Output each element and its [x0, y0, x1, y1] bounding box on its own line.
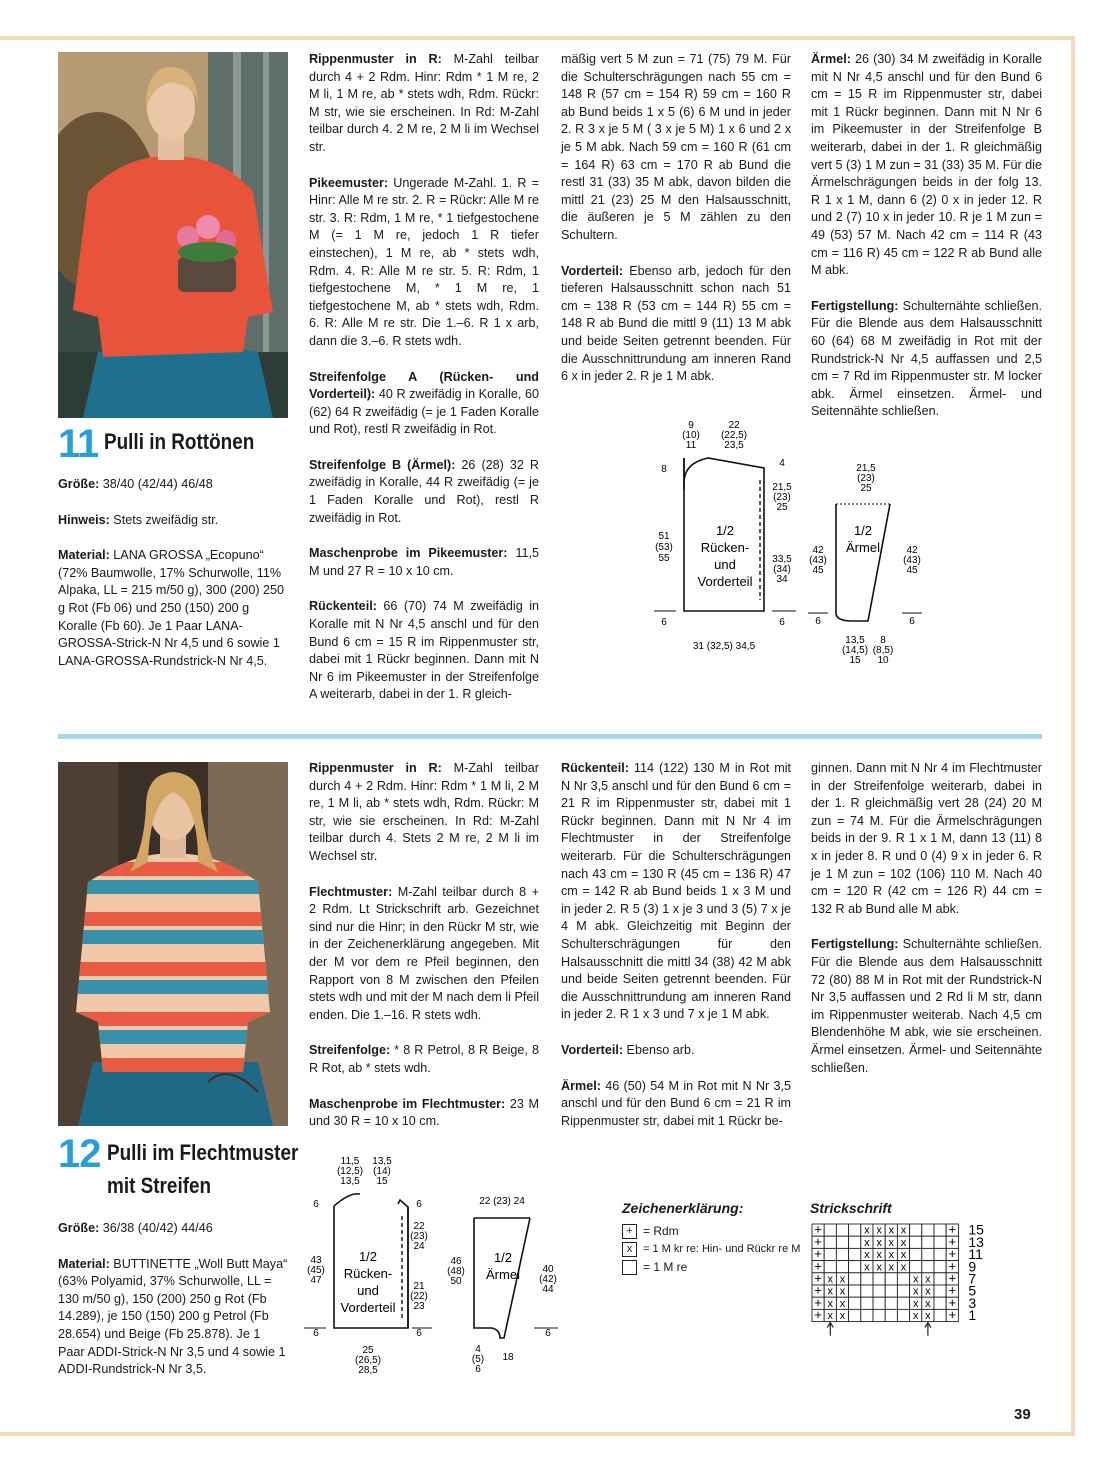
- part-label: Ärmel: [846, 540, 880, 555]
- section-text: Ebenso arb.: [626, 1042, 695, 1057]
- dim-right-top: 6: [416, 1199, 422, 1210]
- section-text: M-Zahl teilbar durch 4 + 2 Rdm. Hinr: Rdm * 1 M re, 2 M li, 1 M re, ab * stets wdh, Rdm. Rückr: M str, wie sie erscheinen. In Rd: M-Zahl teilbar durch 4. 2 M re, 2 M li im Wechsel str.: [309, 52, 539, 154]
- chart-cell: [910, 1224, 922, 1236]
- section-label: Pikeemuster:: [309, 175, 389, 190]
- selvedge-symbol-icon: +: [814, 1294, 822, 1310]
- photo-pulli-flechtmuster: [58, 762, 288, 1126]
- section-text: Ungerade M-Zahl. 1. R = Hinr: Alle M re str. 2. R = Rückr: Alle M re str. 3. R: Rdm, 1 M re, * 1 tiefgestochene M (= 1 M re, jedoch 1 R tiefer einstechen), 1 M re, ab * stets wdh, Rdm. 4. R: Alle M re str. 5. R: Rdm, 1 tiefgestochene M, * 1 M re, 1 tiefgestochene M, ab * stets wdh, Rdm. 6. R: Alle M re str. Die 1.–6. R 1 x arb, dann die 3.–6. R stets wdh.: [309, 175, 539, 348]
- chart-cell: [897, 1285, 909, 1297]
- section-label: Maschenprobe im Pikeemuster:: [309, 546, 508, 561]
- cross-stitch-symbol-icon: x: [864, 1224, 870, 1237]
- part-label: 1/2: [715, 523, 735, 538]
- size-label: Größe:: [58, 1221, 100, 1235]
- selvedge-symbol-icon: +: [948, 1222, 957, 1237]
- chart-cell: [861, 1285, 873, 1297]
- size-value: 38/40 (42/44) 46/48: [102, 477, 213, 491]
- cross-stitch-symbol-icon: x: [864, 1261, 870, 1274]
- section-text: 40 R zweifädig in Koralle, 60 (62) 64 R zweifädig (= je 1 Faden Koralle und Rot), restl R zweifädig in Rot.: [309, 387, 539, 437]
- dim-bund-right: 6: [416, 1328, 422, 1339]
- photo-pulli-rottoenen: [58, 52, 288, 418]
- dim-top: 21,5: [856, 463, 876, 474]
- dim-left-height-2: (48): [447, 1266, 465, 1277]
- dim-neck-depth: 8: [661, 464, 667, 475]
- part-label: Rücken-: [343, 1266, 393, 1281]
- pattern-11-col2: [309, 51, 539, 722]
- hint-value: Stets zweifädig str.: [113, 512, 219, 527]
- page-frame-top: [0, 36, 1075, 40]
- chart-row-label: 13: [968, 1233, 984, 1250]
- selvedge-symbol-icon: +: [814, 1258, 822, 1274]
- dim-right-height: 40: [542, 1264, 554, 1275]
- dim-neck: 9: [688, 420, 694, 431]
- dim-top-2: (23): [857, 473, 875, 484]
- cross-stitch-symbol-icon: x: [888, 1236, 895, 1249]
- dim-armhole: 22: [413, 1221, 425, 1232]
- dim-bund-left: 6: [661, 617, 667, 628]
- knitting-chart-grid: [810, 1222, 1010, 1382]
- chart-cell: [861, 1273, 873, 1285]
- selvedge-symbol-icon: +: [948, 1258, 957, 1274]
- chart-cell: [897, 1309, 909, 1321]
- section-divider: [58, 734, 1042, 739]
- dim-neck-2: (10): [682, 430, 700, 441]
- chart-cell: [934, 1273, 946, 1285]
- cross-stitch-symbol-icon: x: [864, 1249, 870, 1262]
- selvedge-symbol-icon: +: [814, 1233, 822, 1249]
- chart-cell: [922, 1248, 934, 1260]
- dim-neck: 13,5: [372, 1156, 392, 1167]
- dim-height-3: 47: [310, 1275, 322, 1286]
- dim-width-2: (26,5): [354, 1355, 382, 1366]
- section-text: 26 (30) 34 M zweifädig in Koralle mit N Nr 4,5 anschl und für den Bund 6 cm = 15 R im Rippenmuster str, dabei mit 1 Rückr beginnen. Dann mit N Nr 6 im Pikeemuster in der Streifenfolge B weiterarb, dabei in der 1. R gleichmäßig vert 5 (3) 1 M zun = 31 (33) 35 M. Für die Ärmelschrägungen beids in der folg 13. R 1 x 1 M, dann 6 (2) 0 x in jeder 12. R und 2 (7) 10 x in jeder 10. R je 1 M zun = 49 (53) 57 M. Nach 42 cm = 114 R (43 cm = 116 R) 45 cm = 122 R ab Bund alle M abk.: [811, 52, 1043, 278]
- cross-stitch-symbol-icon: x: [900, 1249, 907, 1262]
- pattern-12-col2: [309, 760, 539, 1149]
- chart-cell: [885, 1273, 897, 1285]
- chart-row-label: 3: [968, 1294, 977, 1311]
- page-number: 39: [1014, 1406, 1031, 1423]
- chart-cell: [934, 1224, 946, 1236]
- selvedge-symbol-icon: +: [622, 1224, 637, 1239]
- dim-left-top: 6: [313, 1199, 319, 1210]
- repeat-arrow-icon: [827, 1323, 833, 1336]
- chart-cell: [873, 1297, 885, 1309]
- chart-row-label: 9: [968, 1258, 977, 1275]
- chart-cell: [861, 1297, 873, 1309]
- chart-row-label: 5: [968, 1282, 977, 1299]
- dim-body-3: 34: [776, 574, 788, 585]
- dim-neck-3: 11: [685, 440, 697, 451]
- chart-cell: [824, 1236, 836, 1248]
- dim-neck-2: (14): [373, 1166, 391, 1177]
- section-label: Maschenprobe im Flechtmuster:: [309, 1096, 506, 1111]
- part-label: 1/2: [358, 1249, 378, 1264]
- selvedge-symbol-icon: +: [948, 1246, 957, 1262]
- cross-stitch-symbol-icon: x: [925, 1285, 931, 1298]
- legend-text: = 1 M re: [643, 1260, 688, 1274]
- cross-stitch-symbol-icon: x: [925, 1297, 931, 1310]
- pattern-12-col4: [811, 760, 1042, 1095]
- section-text: 46 (50) 54 M in Rot mit N Nr 3,5 anschl und für den Bund 6 cm = 21 R im Rippenmuster str, dabei mit 1 Rückr be-: [561, 1078, 791, 1128]
- chart-cell: [861, 1309, 873, 1321]
- page-frame-bottom: [0, 1432, 1075, 1436]
- section-text: 114 (122) 130 M in Rot mit N Nr 3,5 anschl und für den Bund 6 cm = 21 R im Rippenmuster str, dabei mit 1 Rückr beginnen. Dann mit N Nr 4 im Flechtmuster in der Streifenfolge weiterarb. Für die Schulterschrägungen nach 43 cm = 130 R (45 cm = 136 R) 47 cm = 142 R ab Bund beids 1 x 3 M und in jeder 2. R 5 (3) 1 x je 3 und 3 (5) 7 x je 4 M abk. Gleichzeitig mit Beginn der Schulterschrägungen für den Halsausschnitt die mittl 34 (38) 42 M abk und beide Seiten getrennt beenden. Für die Ausschnittrundung am inneren Rand in jeder 2. R 1 x 3 und 7 x je 1 M abk.: [561, 761, 791, 1022]
- dim-shoulder: 22: [728, 420, 740, 431]
- dim-left-height-3: 50: [450, 1276, 462, 1287]
- chart-cell: [885, 1309, 897, 1321]
- dim-bund-right: 6: [545, 1328, 551, 1339]
- dim-width: 25: [362, 1345, 374, 1356]
- dim-left-height: 42: [812, 545, 824, 556]
- section-text: mäßig vert 5 M zun = 71 (75) 79 M. Für die Schulterschrägungen nach 55 cm = 148 R (57 cm = 154 R) 59 cm = 160 R ab Bund beids 1 x 5 (6) 6 M und in jeder 2. R 3 x je 5 M ( 3 x je 5 M) 1 x 6 und 2 x je 5 M abk. Nach 59 cm = 160 R (61 cm = 164 R) 63 cm = 170 R ab Bund die restl 31 (33) 35 M abk, davon bilden die mittl 21 (23) 25 M den Halsausschnitt, die äußeren je 5 M zählen zu den Schultern.: [561, 52, 791, 242]
- dim-bottom-inc-2: (8,5): [872, 645, 894, 656]
- symbol-legend: [622, 1200, 802, 1276]
- cross-stitch-symbol-icon: x: [864, 1236, 870, 1249]
- dim-bottom-width-3: 15: [849, 655, 861, 666]
- cross-stitch-symbol-icon: x: [912, 1273, 919, 1286]
- chart-cell: [934, 1248, 946, 1260]
- chart-cell: [934, 1297, 946, 1309]
- part-label: Vorderteil: [697, 574, 753, 589]
- material-label: Material:: [58, 1256, 110, 1271]
- chart-cell: [922, 1236, 934, 1248]
- section-text: 11,5 M und 27 R = 10 x 10 cm.: [309, 546, 540, 578]
- section-label: Vorderteil:: [561, 263, 624, 278]
- section-label: Rippenmuster in R:: [309, 52, 442, 66]
- cross-stitch-symbol-icon: x: [900, 1236, 907, 1249]
- pattern-12-sleeve-schematic: [444, 1190, 564, 1382]
- cross-stitch-symbol-icon: x: [912, 1310, 919, 1323]
- dim-bottom-inc-3: 10: [877, 655, 889, 666]
- dim-left-height-3: 45: [812, 565, 824, 576]
- section-text: M-Zahl teilbar durch 4 + 2 Rdm. Hinr: Rdm * 1 M li, 2 M re, 1 M li, ab * stets wdh, Rdm. Rückr: M str, wie sie erscheinen. In Rd: M-Zahl teilbar durch 4. Stets 2 M re, 2 M li im Wechsel str.: [309, 761, 539, 863]
- chart-cell: [849, 1248, 861, 1260]
- dim-shoulder: 11,5: [340, 1156, 360, 1167]
- dim-left-height: 46: [450, 1256, 462, 1267]
- pattern-11-col1: [58, 476, 288, 688]
- part-label: und: [357, 1283, 379, 1298]
- pattern-title-line2: mit Streifen: [106, 1173, 211, 1198]
- part-label: Ärmel: [486, 1267, 520, 1282]
- dim-shoulder-2: (12,5): [336, 1166, 364, 1177]
- dim-bottom-width: 13,5: [845, 635, 865, 646]
- chart-cell: [849, 1297, 861, 1309]
- selvedge-symbol-icon: +: [814, 1270, 822, 1286]
- chart-cell: [934, 1309, 946, 1321]
- dim-bottom-inc: 8: [880, 635, 886, 646]
- dim-shoulder-2: (22,5): [720, 430, 748, 441]
- chart-cell: [885, 1285, 897, 1297]
- cross-stitch-symbol-icon: x: [827, 1273, 834, 1286]
- chart-cell: [897, 1297, 909, 1309]
- hint-label: Hinweis:: [58, 512, 110, 527]
- section-label: Flechtmuster:: [309, 884, 393, 899]
- chart-cell: [824, 1261, 836, 1273]
- chart-cell: [934, 1285, 946, 1297]
- knitting-chart: [810, 1200, 1010, 1380]
- section-text: 66 (70) 74 M zweifädig in Koralle mit N Nr 4,5 anschl und für den Bund 6 cm = 15 R im Rippenmuster str, dabei mit 1 Rückr beginnen. Dann mit N Nr 6 im Pikeemuster in der Streifenfolge A weiterarb, dabei in der 1. R gleich-: [309, 599, 539, 702]
- dim-armhole-2: (23): [410, 1231, 428, 1242]
- section-text: Ebenso arb, jedoch für den tieferen Halsausschnitt schon nach 51 cm = 138 R (53 cm = 144 R) 55 cm = 148 R ab Bund die mittl 9 (11) 13 M abk und beide Seiten getrennt beenden. Für die Ausschnittrundung am inneren Rand 6 x in jeder 2. R je 1 M abk.: [561, 263, 792, 384]
- selvedge-symbol-icon: +: [814, 1222, 822, 1237]
- material-text: BUTTINETTE „Woll Butt Maya“ (63% Polyamid, 37% Schurwolle, LL = 130 m/50 g), 150 (200) 250 g Rot (Fb 14.289), je 150 (150) 200 g Petrol (Fb 28.654) und Beige (Fb 25.878). Je 1 Paar ADDI-Strick-N Nr 3,5 und 4 sowie 1 ADDI-Rundstrick-N Nr 3,5.: [58, 1256, 288, 1377]
- dim-shoulder-3: 23,5: [724, 440, 744, 451]
- section-label: Ärmel:: [561, 1078, 601, 1093]
- dim-bund-right: 6: [909, 616, 915, 627]
- dim-shoulder-drop: 4: [779, 458, 785, 469]
- pattern-12-col1: [58, 1220, 288, 1397]
- dim-height-2: (53): [655, 542, 673, 553]
- pattern-11-col3: [561, 51, 791, 404]
- dim-bund-right: 6: [779, 617, 785, 628]
- chart-cell: [849, 1261, 861, 1273]
- cross-stitch-symbol-icon: x: [839, 1273, 846, 1286]
- chart-row-label: 1: [968, 1307, 977, 1324]
- dim-bottom-width: 18: [502, 1352, 514, 1363]
- section-label: Streifenfolge:: [309, 1043, 391, 1058]
- material-text: LANA GROSSA „Ecopuno“ (72% Baumwolle, 17% Schurwolle, 11% Alpaka, LL = 215 m/50 g), 300 (200) 250 g Rot (Fb 06) und 250 (150) 200 g Koralle (Fb 60). Je 1 Paar LANA-GROSSA-Strick-N Nr 4,5 und 6 sowie 1 LANA-GROSSA-Rundstrick-N Nr 4,5.: [58, 548, 285, 668]
- section-label: Rückenteil:: [309, 599, 377, 614]
- dim-right-height-2: (43): [903, 555, 921, 566]
- cross-stitch-symbol-icon: x: [827, 1297, 834, 1310]
- pattern-12-heading: [58, 1134, 329, 1202]
- chart-cell: [897, 1273, 909, 1285]
- dim-body: 21: [413, 1281, 425, 1292]
- section-label: Streifenfolge A (Rücken- und Vorderteil):: [309, 369, 539, 402]
- dim-width-3: 28,5: [358, 1365, 378, 1376]
- dim-right-height-3: 45: [906, 565, 918, 576]
- cross-stitch-symbol-icon: x: [839, 1297, 846, 1310]
- chart-cell: [849, 1273, 861, 1285]
- selvedge-symbol-icon: +: [948, 1270, 957, 1286]
- cross-stitch-symbol-icon: x: [888, 1224, 895, 1237]
- section-text: Schulternähte schließen. Für die Blende aus dem Halsausschnitt 72 (80) 88 M in Rot mit der Rundstrick-N Nr 3,5 auffassen und 2 Rd li M str, dann im Rippenmuster weiterab. Nach 4,5 cm Blendenhöhe M abk, wie sie erscheinen. Ärmel einsetzen. Ärmel- und Seitennähte schließen.: [811, 937, 1042, 1075]
- dim-right-height-2: (42): [539, 1274, 557, 1285]
- section-text: 26 (28) 32 R zweifädig in Koralle, 44 R zweifädig (= je 1 Faden Koralle und Rot), restl R zweifädig in Rot.: [309, 457, 539, 525]
- cross-stitch-symbol-icon: x: [876, 1224, 882, 1237]
- pattern-title: [107, 1136, 298, 1202]
- part-label: 1/2: [853, 523, 873, 538]
- pattern-12-col3: [561, 760, 791, 1148]
- chart-cell: [873, 1273, 885, 1285]
- cross-stitch-symbol-icon: x: [876, 1236, 882, 1249]
- section-label: Vorderteil:: [561, 1042, 624, 1057]
- section-label: Fertigstellung:: [811, 937, 899, 952]
- dim-height-2: (45): [307, 1265, 325, 1276]
- chart-cell: [836, 1236, 848, 1248]
- selvedge-symbol-icon: +: [948, 1307, 957, 1323]
- chart-row-label: 11: [968, 1246, 983, 1263]
- section-label: Fertigstellung:: [811, 298, 899, 313]
- cross-stitch-symbol-icon: x: [839, 1310, 846, 1323]
- dim-top-3: 25: [860, 483, 872, 494]
- cross-stitch-symbol-icon: x: [900, 1224, 907, 1237]
- dim-top: 22 (23) 24: [479, 1196, 525, 1207]
- section-text: M-Zahl teilbar durch 8 + 2 Rdm. Lt Strickschrift arb. Gezeichnet sind nur die Hinr; in den Rückr M str, wie in der Zeichenerklärung angegeben. Mit der M vor dem re Pfeil beginnen, den Rapport von 8 M zwischen den Pfeilen stets wdh und mit der M nach dem li Pfeil enden. Die 1.–16. R stets wdh.: [309, 884, 540, 1022]
- dim-bottom-inc-3: 6: [475, 1364, 481, 1375]
- cross-stitch-symbol-icon: x: [925, 1273, 931, 1286]
- chart-cell: [849, 1236, 861, 1248]
- selvedge-symbol-icon: +: [948, 1282, 957, 1298]
- section-text: ginnen. Dann mit N Nr 4 im Flechtmuster in der Streifenfolge weiterarb, dabei in der 1. R gleichmäßig vert 28 (24) 20 M zun = 74 M. Für die Ärmelschrägungen beids in der 9. R 1 x 1 M, dann 13 (11) 8 x in jeder 8. R und 0 (4) 9 x in jeder 6. R je 1 M zun = 102 (106) 110 M. Nach 40 cm = 120 R (42 cm = 126 R) 44 cm = 132 R ab Bund alle M abk.: [811, 761, 1042, 916]
- part-label: Vorderteil: [340, 1300, 396, 1315]
- chart-cell: [836, 1224, 848, 1236]
- chart-cell: [910, 1248, 922, 1260]
- cross-stitch-symbol-icon: x: [839, 1285, 846, 1298]
- pattern-11-heading: [58, 424, 279, 464]
- section-text: Schulternähte schließen. Für die Blende aus dem Halsausschnitt 60 (64) 68 M zweifädig in Rot mit der Rundstrick-N Nr 4,5 auffassen und 2,5 cm = 7 Rd im Rippenmuster str. M locker abk. Ärmel einsetzen. Ärmel- und Seitennähte schließen.: [811, 298, 1042, 419]
- cross-stitch-symbol-icon: x: [925, 1310, 931, 1323]
- dim-right-height-3: 44: [542, 1284, 554, 1295]
- legend-text: = Rdm: [643, 1224, 679, 1238]
- chart-cell: [910, 1261, 922, 1273]
- cross-stitch-symbol-icon: x: [900, 1261, 907, 1274]
- chart-cell: [885, 1297, 897, 1309]
- dim-bund-left: 6: [313, 1328, 319, 1339]
- section-label: Streifenfolge B (Ärmel):: [309, 457, 456, 472]
- pattern-11-col4: [811, 51, 1042, 439]
- chart-cell: [849, 1224, 861, 1236]
- chart-row-label: 15: [968, 1222, 984, 1238]
- section-text: * 8 R Petrol, 8 R Beige, 8 R Rot, ab * stets wdh.: [309, 1043, 539, 1075]
- dim-armhole-2: (23): [773, 492, 791, 503]
- cross-stitch-symbol-icon: x: [827, 1285, 834, 1298]
- material-label: Material:: [58, 548, 110, 563]
- chart-cell: [934, 1236, 946, 1248]
- dim-body-2: (34): [773, 564, 791, 575]
- dim-armhole-3: 24: [413, 1241, 425, 1252]
- selvedge-symbol-icon: +: [814, 1282, 822, 1298]
- part-label: 1/2: [493, 1250, 513, 1265]
- part-label: und: [714, 557, 736, 572]
- section-label: Rückenteil:: [561, 761, 629, 775]
- dim-body: 33,5: [772, 554, 792, 565]
- cross-stitch-symbol-icon: x: [888, 1261, 895, 1274]
- chart-cell: [824, 1248, 836, 1260]
- section-label: Rippenmuster in R:: [309, 761, 442, 775]
- dim-bund-left: 6: [815, 616, 821, 627]
- chart-cell: [849, 1309, 861, 1321]
- dim-right-height: 42: [906, 545, 918, 556]
- selvedge-symbol-icon: +: [814, 1246, 822, 1262]
- section-text: 23 M und 30 R = 10 x 10 cm.: [309, 1096, 540, 1129]
- chart-cell: [922, 1224, 934, 1236]
- repeat-arrow-icon: [925, 1323, 931, 1336]
- pattern-title: Pulli in Rottönen: [104, 429, 255, 454]
- chart-cell: [873, 1309, 885, 1321]
- selvedge-symbol-icon: +: [948, 1233, 957, 1249]
- legend-item: [622, 1240, 802, 1258]
- cross-stitch-symbol-icon: x: [876, 1261, 882, 1274]
- dim-bottom-inc: 4: [475, 1344, 481, 1355]
- chart-cell: [873, 1285, 885, 1297]
- legend-title: Zeichenerklärung:: [622, 1200, 744, 1216]
- dim-bottom-inc-2: (5): [471, 1354, 485, 1365]
- section-label: Ärmel:: [811, 52, 851, 66]
- pattern-11-sleeve-schematic: [806, 462, 926, 672]
- cross-stitch-symbol-icon: x: [876, 1249, 882, 1262]
- chart-cell: [836, 1261, 848, 1273]
- chart-cell: [836, 1248, 848, 1260]
- pattern-number: 11: [58, 422, 99, 466]
- pattern-title-line1: Pulli im Flechtmuster: [106, 1140, 298, 1165]
- dim-height: 51: [658, 531, 670, 542]
- dim-body-2: (22): [410, 1291, 428, 1302]
- legend-item: [622, 1258, 802, 1276]
- cross-stitch-symbol-icon: x: [827, 1310, 834, 1323]
- pattern-number: 12: [58, 1132, 101, 1176]
- selvedge-symbol-icon: +: [948, 1294, 957, 1310]
- dim-neck-3: 15: [376, 1176, 388, 1187]
- chart-cell: [910, 1236, 922, 1248]
- cross-stitch-symbol-icon: x: [622, 1242, 637, 1257]
- dim-height: 43: [310, 1255, 322, 1266]
- size-label: Größe:: [58, 477, 100, 491]
- chart-cell: [934, 1261, 946, 1273]
- dim-bottom-width-2: (14,5): [841, 645, 869, 656]
- page-frame-right: [1071, 36, 1075, 1436]
- legend-text: = 1 M kr re: Hin- und Rückr re M: [643, 1243, 801, 1255]
- pattern-12-body-schematic: [298, 1152, 458, 1384]
- cross-stitch-symbol-icon: x: [912, 1285, 919, 1298]
- selvedge-symbol-icon: +: [814, 1307, 822, 1323]
- dim-height-3: 55: [658, 553, 670, 564]
- chart-cell: [922, 1261, 934, 1273]
- dim-armhole-3: 25: [776, 502, 788, 513]
- chart-cell: [824, 1224, 836, 1236]
- legend-item: [622, 1222, 802, 1240]
- chart-cell: [849, 1285, 861, 1297]
- chart-title: Strickschrift: [810, 1200, 892, 1216]
- knit-stitch-symbol-icon: [622, 1260, 637, 1275]
- dim-body-3: 23: [413, 1301, 425, 1312]
- cross-stitch-symbol-icon: x: [912, 1297, 919, 1310]
- size-value: 36/38 (40/42) 44/46: [102, 1221, 213, 1235]
- cross-stitch-symbol-icon: x: [888, 1249, 895, 1262]
- chart-row-label: 7: [968, 1270, 977, 1287]
- dim-shoulder-3: 13,5: [340, 1176, 360, 1187]
- pattern-11-body-schematic: [650, 418, 800, 668]
- part-label: Rücken-: [700, 540, 750, 555]
- dim-width: 31 (32,5) 34,5: [692, 641, 756, 652]
- dim-armhole: 21,5: [772, 482, 792, 493]
- dim-left-height-2: (43): [809, 555, 827, 566]
